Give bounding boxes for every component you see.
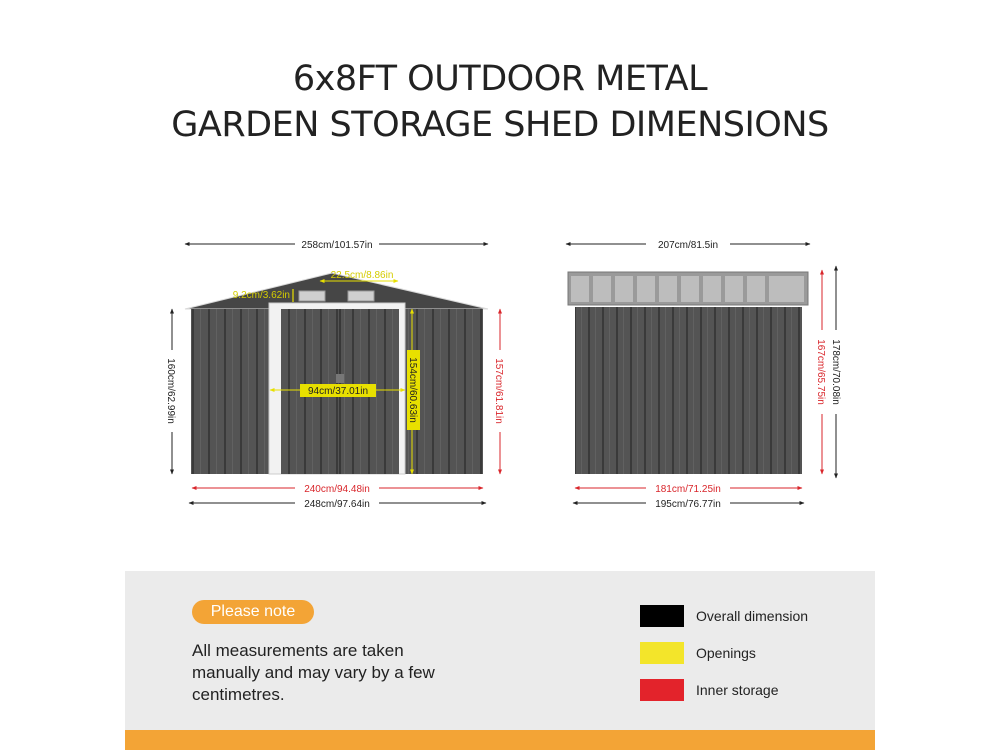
legend-swatch-openings	[640, 642, 684, 664]
door-width-label: 94cm/37.01in	[307, 386, 369, 397]
side-view	[566, 237, 844, 510]
vent-right	[348, 291, 374, 301]
total-height-label: 178cm/70.08in	[830, 339, 841, 405]
roof-width-label: 258cm/101.57in	[301, 240, 373, 251]
side-wall	[575, 307, 802, 474]
vent-left	[299, 291, 325, 301]
note-accent-bar	[125, 730, 875, 750]
base-depth-label: 195cm/76.77in	[655, 499, 721, 510]
base-width-label: 248cm/97.64in	[304, 499, 370, 510]
door-height-label: 154cm/60.63in	[407, 357, 418, 423]
side-inner-depth-label: 181cm/71.25in	[655, 484, 721, 495]
front-inner-height-label: 157cm/61.81in	[493, 358, 504, 424]
vent-width-label: 22.5cm/8.86in	[330, 270, 394, 281]
note-text: All measurements are taken manually and may vary by a few centimetres.	[192, 641, 435, 704]
legend-label-openings: Openings	[696, 645, 756, 661]
front-inner-width-label: 240cm/94.48in	[304, 484, 370, 495]
vent-height-label: 9.2cm/3.62in	[232, 290, 290, 301]
legend-swatch-inner	[640, 679, 684, 701]
front-left-wall	[191, 309, 269, 474]
roof-depth-label: 207cm/81.5in	[657, 240, 719, 251]
door-handle	[336, 374, 344, 383]
legend-label-inner: Inner storage	[696, 682, 779, 698]
legend-label-overall: Overall dimension	[696, 608, 809, 624]
title-line-1: 6x8FT OUTDOOR METAL	[292, 59, 708, 99]
side-inner-height-label: 167cm/65.75in	[815, 339, 826, 405]
legend-swatch-overall	[640, 605, 684, 627]
please-note-badge: Please note	[192, 600, 314, 624]
front-view	[165, 237, 507, 510]
wall-height-label: 160cm/62.99in	[165, 358, 176, 424]
side-roof-ribs	[571, 276, 804, 302]
title-line-2: GARDEN STORAGE SHED DIMENSIONS	[171, 105, 829, 145]
